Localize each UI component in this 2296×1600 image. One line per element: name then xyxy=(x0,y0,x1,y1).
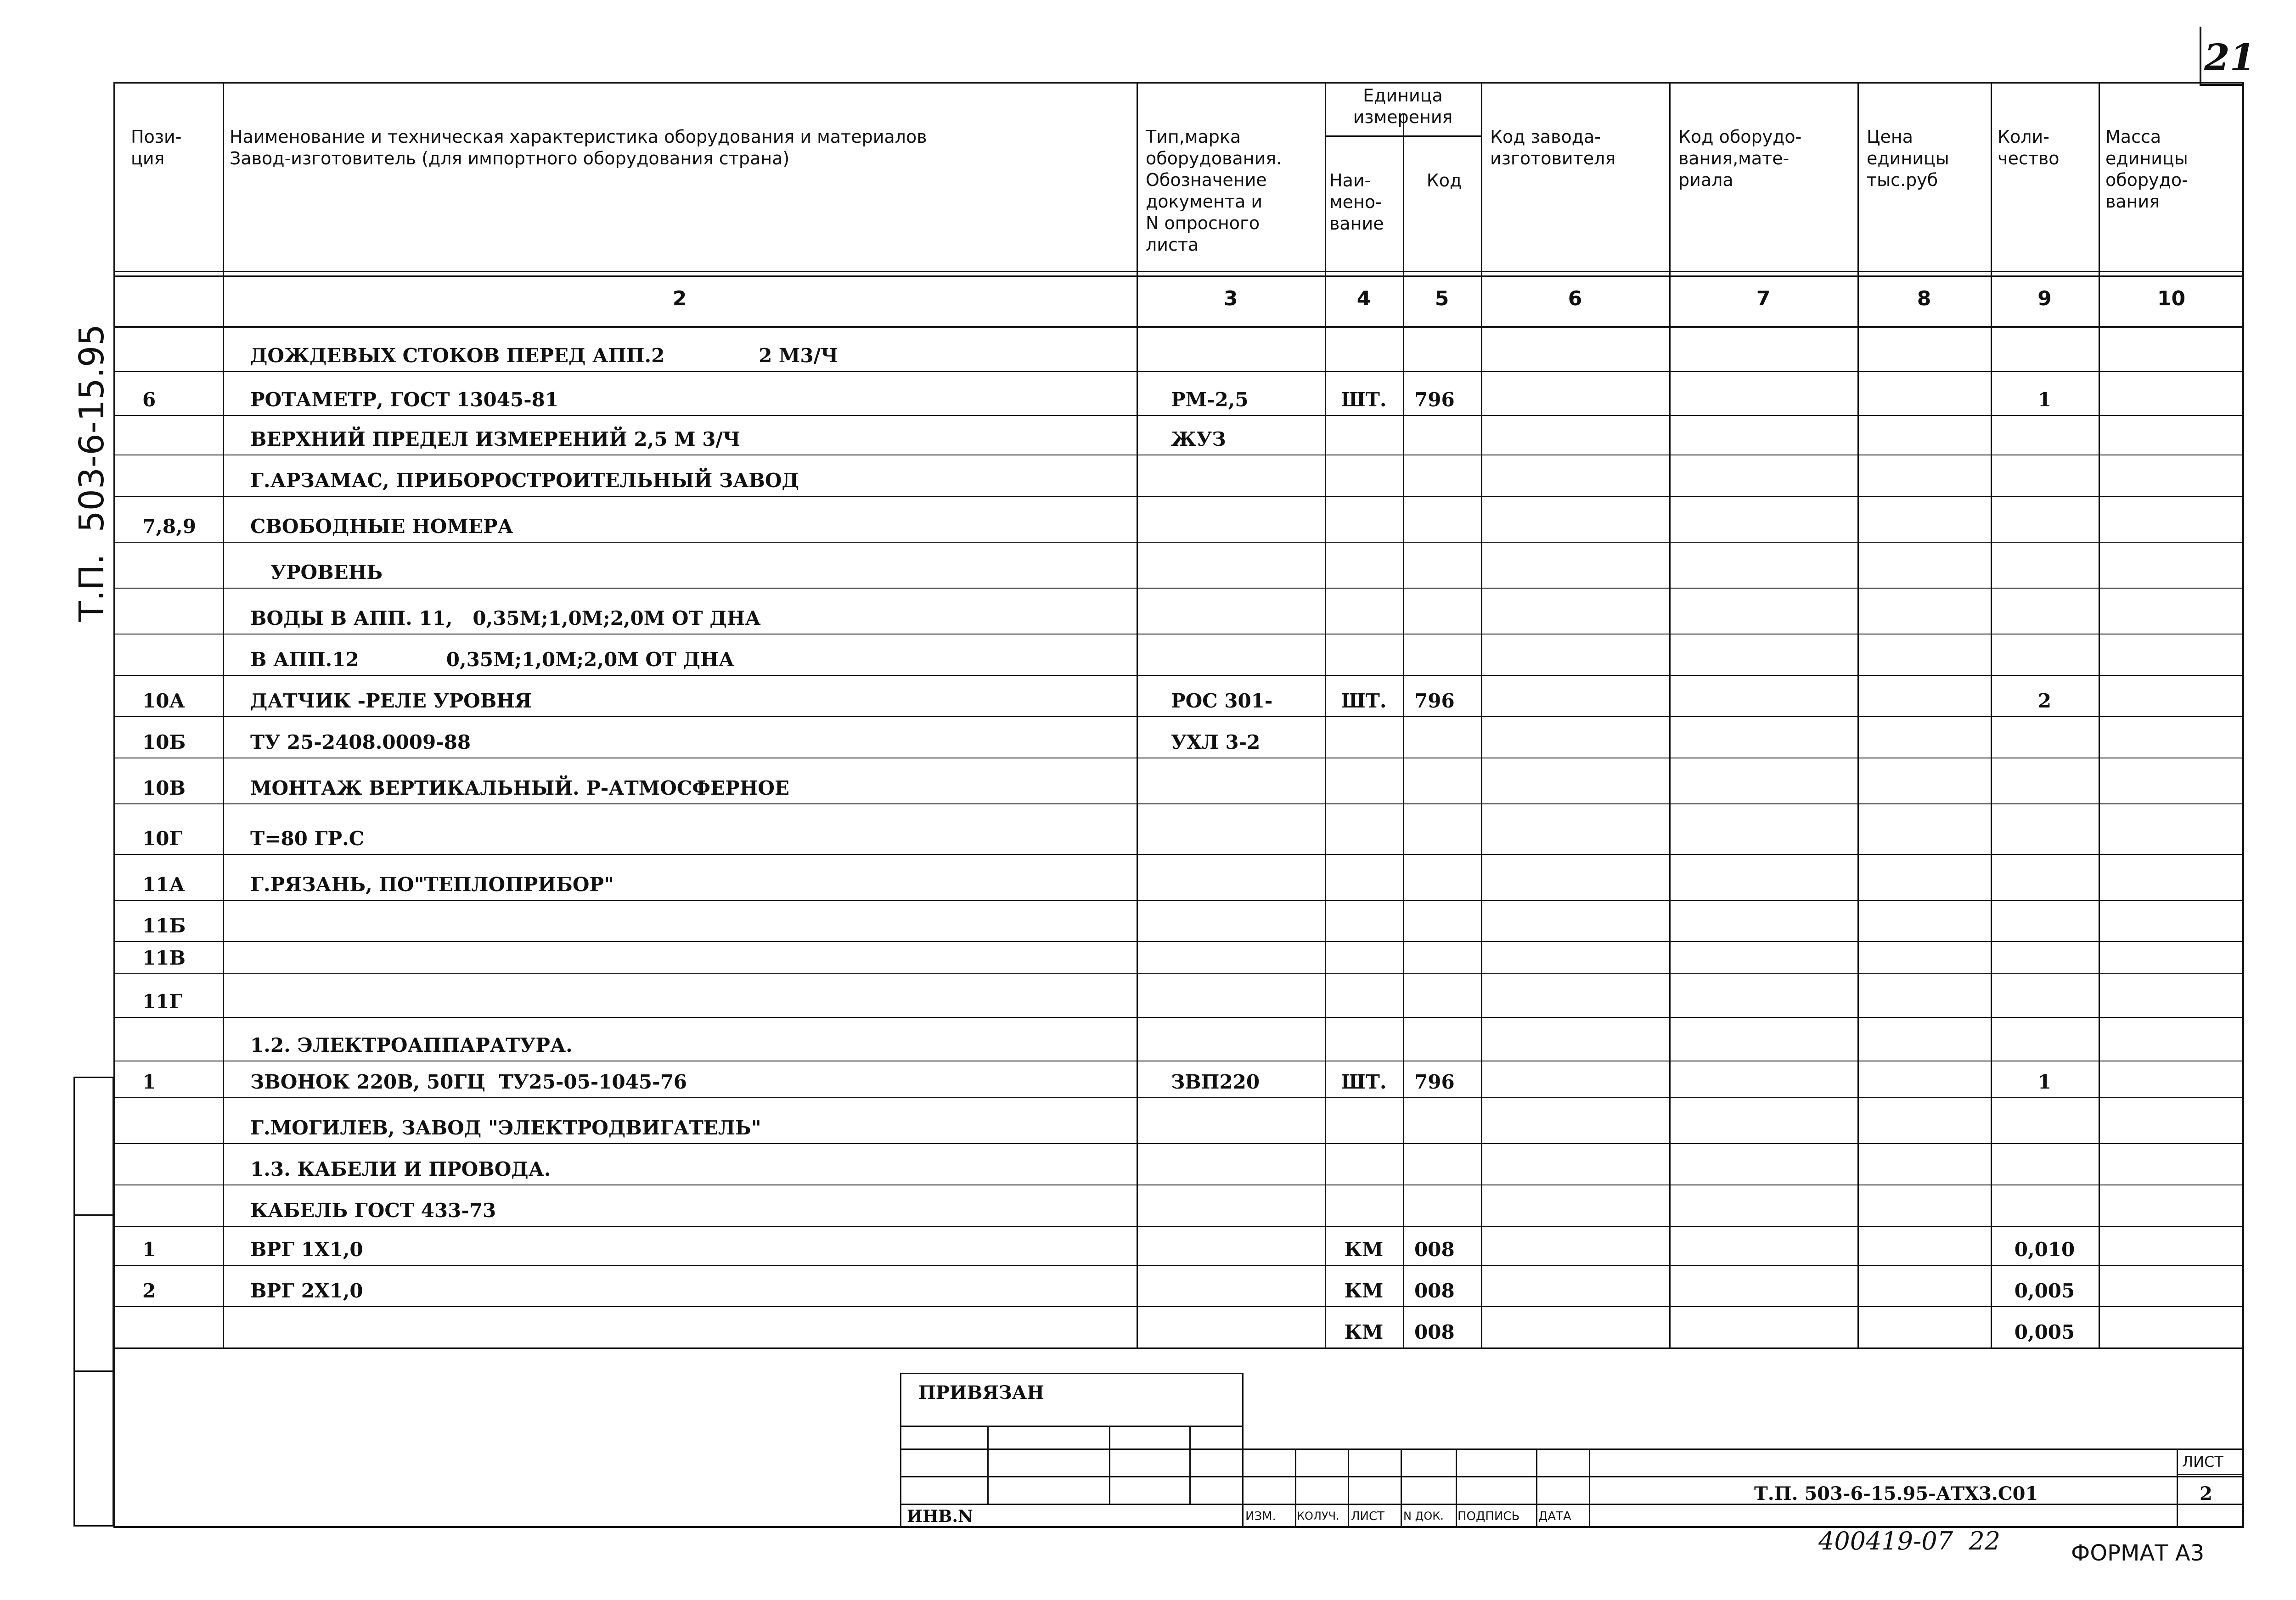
col-number-10: 10 xyxy=(2157,287,2186,310)
header-price: Цена единицы тыс.руб xyxy=(1867,127,1949,190)
cell-name: ЗВОНОК 220В, 50ГЦ ТУ25-05-1045-76 xyxy=(250,1071,687,1093)
cell-name: ВРГ 1Х1,0 xyxy=(250,1238,363,1261)
stamp-col-ndok: N ДОК. xyxy=(1403,1510,1444,1522)
stamp-col-podpis: ПОДПИСЬ xyxy=(1458,1510,1520,1523)
cell-pos: 1 xyxy=(142,1238,156,1261)
handwritten-note: 400419-07 22 xyxy=(1818,1527,2001,1555)
cell-name: ДОЖДЕВЫХ СТОКОВ ПЕРЕД АПП.2 2 М3/Ч xyxy=(250,344,838,367)
cell-pos: 11А xyxy=(142,873,185,896)
table-row xyxy=(0,758,2296,803)
cell-name: ВОДЫ В АПП. 11, 0,35М;1,0М;2,0М ОТ ДНА xyxy=(250,607,761,629)
col-number-5: 5 xyxy=(1435,287,1449,310)
cell-name: В АПП.12 0,35М;1,0М;2,0М ОТ ДНА xyxy=(250,648,735,671)
cell-name: 1.2. ЭЛЕКТРОАППАРАТУРА. xyxy=(250,1034,573,1056)
document-designation: Т.П. 503-6-15.95-АТХ3.С01 xyxy=(1754,1483,2038,1505)
table-row xyxy=(0,1265,2296,1306)
cell-type: ЗВП220 xyxy=(1171,1071,1260,1093)
table-row xyxy=(0,900,2296,941)
cell-pos: 10В xyxy=(142,777,186,799)
cell-type: РОС 301- xyxy=(1171,690,1273,712)
table-row xyxy=(0,371,2296,415)
stamp-col-list: ЛИСТ xyxy=(1351,1510,1385,1523)
cell-code: 008 xyxy=(1414,1238,1455,1261)
cell-code: 796 xyxy=(1414,690,1455,712)
cell-pos: 10Б xyxy=(142,731,186,753)
table-row xyxy=(0,803,2296,854)
cell-code: 008 xyxy=(1414,1321,1455,1343)
cell-code: 796 xyxy=(1414,1071,1455,1093)
cell-pos: 6 xyxy=(142,388,156,411)
table-row xyxy=(0,1017,2296,1061)
cell-name: ВЕРХНИЙ ПРЕДЕЛ ИЗМЕРЕНИЙ 2,5 М 3/Ч xyxy=(250,428,741,450)
header-position: Пози- ция xyxy=(131,127,182,168)
cell-type: ЖУЗ xyxy=(1171,428,1226,450)
cell-unit: ШТ. xyxy=(1341,1071,1387,1093)
table-row xyxy=(0,1143,2296,1185)
table-row xyxy=(0,675,2296,716)
stamp-col-data: ДАТА xyxy=(1538,1510,1571,1523)
col-number-7: 7 xyxy=(1756,287,1771,310)
inventory-label: ИНВ.N xyxy=(907,1507,973,1526)
cell-name: УРОВЕНЬ xyxy=(250,561,383,584)
header-unit-group: Единица измерения xyxy=(1353,85,1453,127)
table-row xyxy=(0,588,2296,634)
col-number-8: 8 xyxy=(1917,287,1931,310)
header-quantity: Коли- чество xyxy=(1998,127,2060,168)
header-unit-code: Код xyxy=(1426,170,1462,191)
table-row xyxy=(0,455,2296,496)
cell-pos: 11Г xyxy=(142,990,183,1013)
col-number-2: 2 xyxy=(672,287,687,310)
cell-code: 796 xyxy=(1414,388,1455,411)
table-row xyxy=(0,634,2296,675)
cell-name: Г.АРЗАМАС, ПРИБОРОСТРОИТЕЛЬНЫЙ ЗАВОД xyxy=(250,469,799,492)
table-row xyxy=(0,496,2296,542)
cell-code: 008 xyxy=(1414,1280,1455,1302)
header-unit-name: Наи- мено- вание xyxy=(1329,170,1384,234)
table-row xyxy=(0,415,2296,455)
cell-unit: КМ xyxy=(1344,1321,1384,1343)
cell-qty: 0,010 xyxy=(2014,1238,2075,1261)
table-row xyxy=(0,854,2296,900)
cell-qty: 1 xyxy=(2037,1071,2052,1093)
cell-pos: 7,8,9 xyxy=(142,515,196,538)
cell-name: ДАТЧИК -РЕЛЕ УРОВНЯ xyxy=(250,690,532,712)
table-row xyxy=(0,542,2296,588)
cell-unit: КМ xyxy=(1344,1280,1384,1302)
table-row xyxy=(0,1061,2296,1097)
side-label: Т.П. 503-6-15.95 xyxy=(72,324,112,622)
cell-type: РМ-2,5 xyxy=(1171,388,1249,411)
cell-pos: 11Б xyxy=(142,915,186,937)
cell-name: Г.РЯЗАНЬ, ПО"ТЕПЛОПРИБОР" xyxy=(250,873,614,896)
col-number-9: 9 xyxy=(2037,287,2052,310)
header-type: Тип,марка оборудования. Обозначение документа и N опросного листа xyxy=(1146,127,1282,255)
stamp-col-izm: ИЗМ. xyxy=(1245,1510,1276,1523)
table-row xyxy=(0,716,2296,758)
col-number-4: 4 xyxy=(1356,287,1371,310)
table-row xyxy=(0,1097,2296,1143)
table-row xyxy=(0,1306,2296,1347)
table-row xyxy=(0,1226,2296,1265)
table-row xyxy=(0,941,2296,973)
cell-name: РОТАМЕТР, ГОСТ 13045-81 xyxy=(250,388,559,411)
cell-qty: 1 xyxy=(2037,388,2052,411)
col-number-6: 6 xyxy=(1568,287,1582,310)
table-row xyxy=(0,973,2296,1017)
privyazan-label: ПРИВЯЗАН xyxy=(918,1382,1044,1404)
cell-pos: 11В xyxy=(142,947,186,969)
cell-qty: 2 xyxy=(2037,690,2052,712)
sheet-label: ЛИСТ xyxy=(2182,1453,2223,1471)
cell-name: Г.МОГИЛЕВ, ЗАВОД "ЭЛЕКТРОДВИГАТЕЛЬ" xyxy=(250,1117,761,1139)
cell-name: ТУ 25-2408.0009-88 xyxy=(250,731,471,753)
cell-qty: 0,005 xyxy=(2014,1321,2075,1343)
cell-pos: 10Г xyxy=(142,827,183,850)
header-factory-code: Код завода- изготовителя xyxy=(1490,127,1616,168)
cell-unit: ШТ. xyxy=(1341,388,1387,411)
cell-unit: ШТ. xyxy=(1341,690,1387,712)
header-name: Наименование и техническая характеристика оборудования и материалов Завод-изготовитель (для импортного оборудования страна) xyxy=(230,127,927,168)
format-label: ФОРМАТ А3 xyxy=(2071,1540,2205,1566)
cell-name: МОНТАЖ ВЕРТИКАЛЬНЫЙ. Р-АТМОСФЕРНОЕ xyxy=(250,777,789,799)
cell-name: СВОБОДНЫЕ НОМЕРА xyxy=(250,515,513,538)
cell-name: ВРГ 2Х1,0 xyxy=(250,1280,363,1302)
cell-unit: КМ xyxy=(1344,1238,1384,1261)
cell-pos: 1 xyxy=(142,1071,156,1093)
cell-name: КАБЕЛЬ ГОСТ 433-73 xyxy=(250,1199,496,1222)
header-equipment-code: Код оборудо- вания,мате- риала xyxy=(1678,127,1802,190)
sheet-value: 2 xyxy=(2200,1483,2212,1505)
stamp-col-kolch: КОЛУЧ. xyxy=(1297,1510,1339,1522)
cell-qty: 0,005 xyxy=(2014,1280,2075,1302)
cell-name: Т=80 ГР.С xyxy=(250,827,365,850)
cell-name: 1.3. КАБЕЛИ И ПРОВОДА. xyxy=(250,1158,551,1180)
col-number-3: 3 xyxy=(1223,287,1238,310)
cell-pos: 10А xyxy=(142,690,185,712)
table-row xyxy=(0,327,2296,371)
header-mass: Масса единицы оборудо- вания xyxy=(2105,127,2188,212)
sheet-number: 21 xyxy=(2204,36,2256,79)
table-row xyxy=(0,1185,2296,1226)
cell-pos: 2 xyxy=(142,1280,156,1302)
cell-type: УХЛ 3-2 xyxy=(1171,731,1261,753)
